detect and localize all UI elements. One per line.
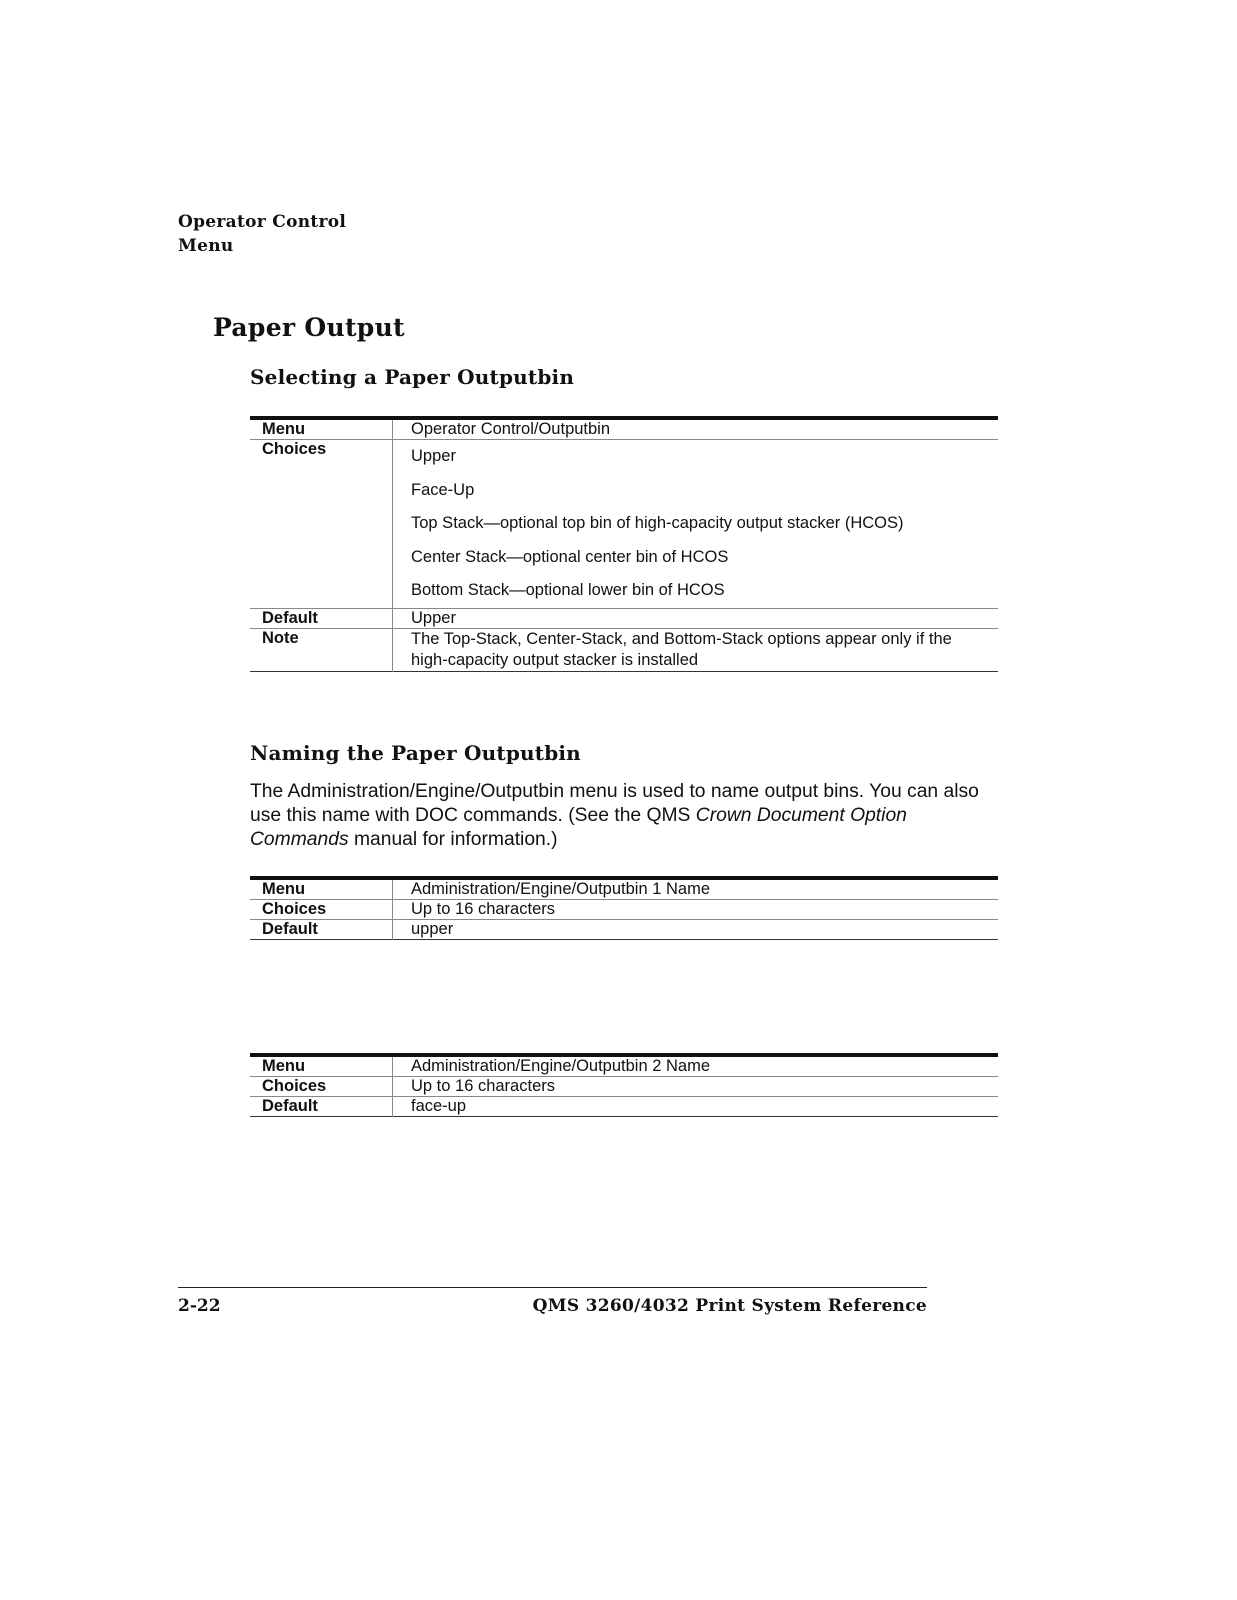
table-row <box>250 1055 998 1077</box>
table-row <box>250 1097 998 1117</box>
page-number: 2-22 <box>178 1296 221 1316</box>
select-outputbin-table <box>250 416 998 672</box>
table-row <box>250 628 998 671</box>
row-label: Choices <box>250 900 393 920</box>
running-head <box>178 210 346 258</box>
row-label: Choices <box>250 1077 393 1097</box>
row-value: face-up <box>393 1097 999 1117</box>
doc-title-italic: Crown Document Option Commands <box>250 805 907 850</box>
subsection-title-select: Selecting a Paper Outputbin <box>250 365 575 389</box>
row-label: Note <box>250 628 393 671</box>
table-row <box>250 418 998 440</box>
footer-title: QMS 3260/4032 Print System Reference <box>532 1296 927 1316</box>
row-label: Default <box>250 920 393 940</box>
section-title: Paper Output <box>213 313 405 342</box>
outputbin-2-name-table <box>250 1053 998 1117</box>
table-row <box>250 900 998 920</box>
row-value: Up to 16 characters <box>393 900 999 920</box>
row-label: Default <box>250 1097 393 1117</box>
row-value: Administration/Engine/Outputbin 1 Name <box>411 880 710 898</box>
row-value: upper <box>393 920 999 940</box>
choice-item: Upper <box>411 447 456 465</box>
row-value: Administration/Engine/Outputbin 2 Name <box>411 1057 710 1075</box>
running-head-line-2: Menu <box>178 236 234 256</box>
paragraph-text: manual for information.) <box>348 829 558 850</box>
running-head-line-1: Operator Control <box>178 212 347 232</box>
footer-rule <box>178 1287 927 1288</box>
row-value: Operator Control/Outputbin <box>411 420 611 438</box>
table-row <box>250 920 998 940</box>
table-row <box>250 440 998 609</box>
row-value: The Top-Stack, Center-Stack, and Bottom-Stack options appear only if the high-capacity output stacker is installed <box>393 628 999 671</box>
row-label: Choices <box>250 440 393 609</box>
table-row <box>250 608 998 628</box>
subsection-title-naming: Naming the Paper Outputbin <box>250 741 581 765</box>
body-paragraph <box>250 780 1000 852</box>
choice-item: Top Stack—optional top bin of high-capacity output stacker (HCOS) <box>411 514 904 532</box>
paragraph-text: The Administration/Engine/Outputbin menu is used to name output bins. You can also use this name with DOC commands. (See the QMS <box>250 781 979 826</box>
outputbin-1-name-table <box>250 876 998 940</box>
row-label: Menu <box>250 418 393 440</box>
choice-item: Face-Up <box>411 480 475 499</box>
row-value: Up to 16 characters <box>393 1077 999 1097</box>
choice-item: Bottom Stack—optional lower bin of HCOS <box>411 581 725 599</box>
choice-item: Center Stack—optional center bin of HCOS <box>411 547 729 566</box>
table-row <box>250 878 998 900</box>
row-label: Menu <box>250 1055 393 1077</box>
table-row <box>250 1077 998 1097</box>
row-value: Upper <box>393 608 999 628</box>
row-label: Default <box>250 608 393 628</box>
row-label: Menu <box>250 878 393 900</box>
choices-list <box>393 440 999 609</box>
